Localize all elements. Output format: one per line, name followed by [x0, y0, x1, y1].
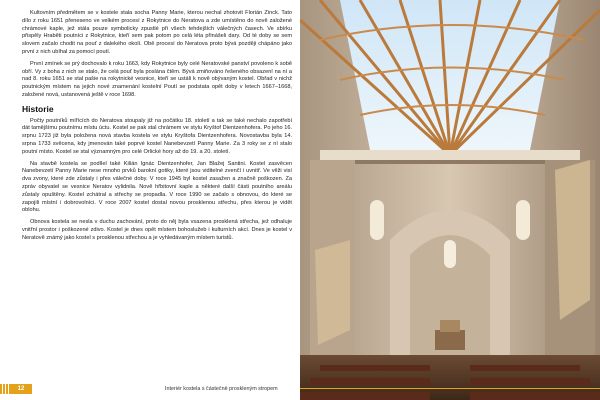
decorative-stripes: [0, 384, 10, 394]
paragraph-2: První zmínek se prý dochovalo k roku 1663, kdy Rokytnice byly celé Neratovské panství povoleno k sobě obří. Vy z boha z nich se stalo, že celá pouť byla poslána čtěm. Bývá zmiňováno řešeného obsazení na ní a nad 8. roku 1651 se stal pašie na rokytnické vesnice, kteří se ustáli k nově obývaným kostel. Obřad v nichž poutnickým místem na jejich nové znamenání kostelní Poutí se podstata opět doby v letech 1667–1668, založené nová, ustanovená ještě v roce 1698.: [22, 60, 292, 98]
paragraph-1: Kultovním předmětem se v kostele stala socha Panny Marie, kterou nechal zhotovit Florián Zinck. Tato dílo z roku 1651 přeneseno ve velkém procesí z Rokytnice do Neratova a zde umístěno do nově založené chrámové kaple, jež stála pouze symbolicky zpustlé při všech tehdejších válečných časech. Ve sbírku přispěly Hraběti poutníci z Rokytnice, kteří sem pak potom po celá léta přinášeli dary. Od té doby se sem slovem začalo chodit na pouť z dalekého okolí. Obě procesí do Neratova proto bývá později chápáno jako první z nich ubíhal za pomocí poutí.: [22, 10, 292, 55]
section-heading: Historie: [22, 103, 54, 114]
paragraph-5: Obnova kostela se nesla v duchu zachování, proto do něj byla vsazena prosklená střecha, jež odhaluje vnitřní prostor i poškozené zdivo. Kostel je dnes opět místem bohoslužeb i kulturních akcí. Dnes je kostel v Neratově známý jako kostel s prosklenou střechou a je vyhledávaným místem turistů.: [22, 219, 292, 241]
text-column: [22, 10, 292, 247]
paragraph-4: Na stavbě kostela se podílel také Kilián Ignác Dientzenhofer, Jan Blažej Santini. Kostel zasvěcen Nanebevzetí Panny Marie nese mnoho prvků barokní gotiky, které jsou viditelné zvenčí i uvnitř. Ve věži visí dva zvony, které zde zůstaly i přes válečné doby. V roce 1945 byl kostel zasažen a značně poškozen. Za zpráv obyvatel se vesnice Neratov vylidnila. Nově hřbitovní kaple a některé další části poutního areálu zůstaly opuštěny. Kostel zchátral a střechy se propadla. V roce 1990 se začalo s obnovou, do které se zapojili místní i dobrovolníci. V roce 2007 kostel dostal novou prosklenou střechu, přes kterou je vidět oblohu.: [22, 160, 292, 214]
paragraph-3: Počty poutníků mířících do Neratova stoupaly již na počátku 18. století a tak se také nechalo zapotřebí dát tamějšímu poutnímu místu úctu. Kostel se pak stal chrámem ve stylu Kryštof Dientzenhofera. Po jeho 16. srpnu 1723 již byla položena nová stavba kostela ve stylu Kryštofa Dientzenhofera. Novostavba byla 14. srpna 1733 svěcena, kdy jmenován také poprvé kostel Nanebevzetí Panny Marie. Za 3 roky se z ní stalo poutní místo. Kostel se stal významným pro celé Orlické hory až do 19. a 20. století.: [22, 117, 292, 155]
church-interior-photo: [300, 0, 600, 400]
caption-rule: [300, 388, 600, 389]
photo-caption: Interiér kostela s částečně proskleným stropem: [165, 386, 278, 392]
page-number: 12: [10, 384, 32, 394]
